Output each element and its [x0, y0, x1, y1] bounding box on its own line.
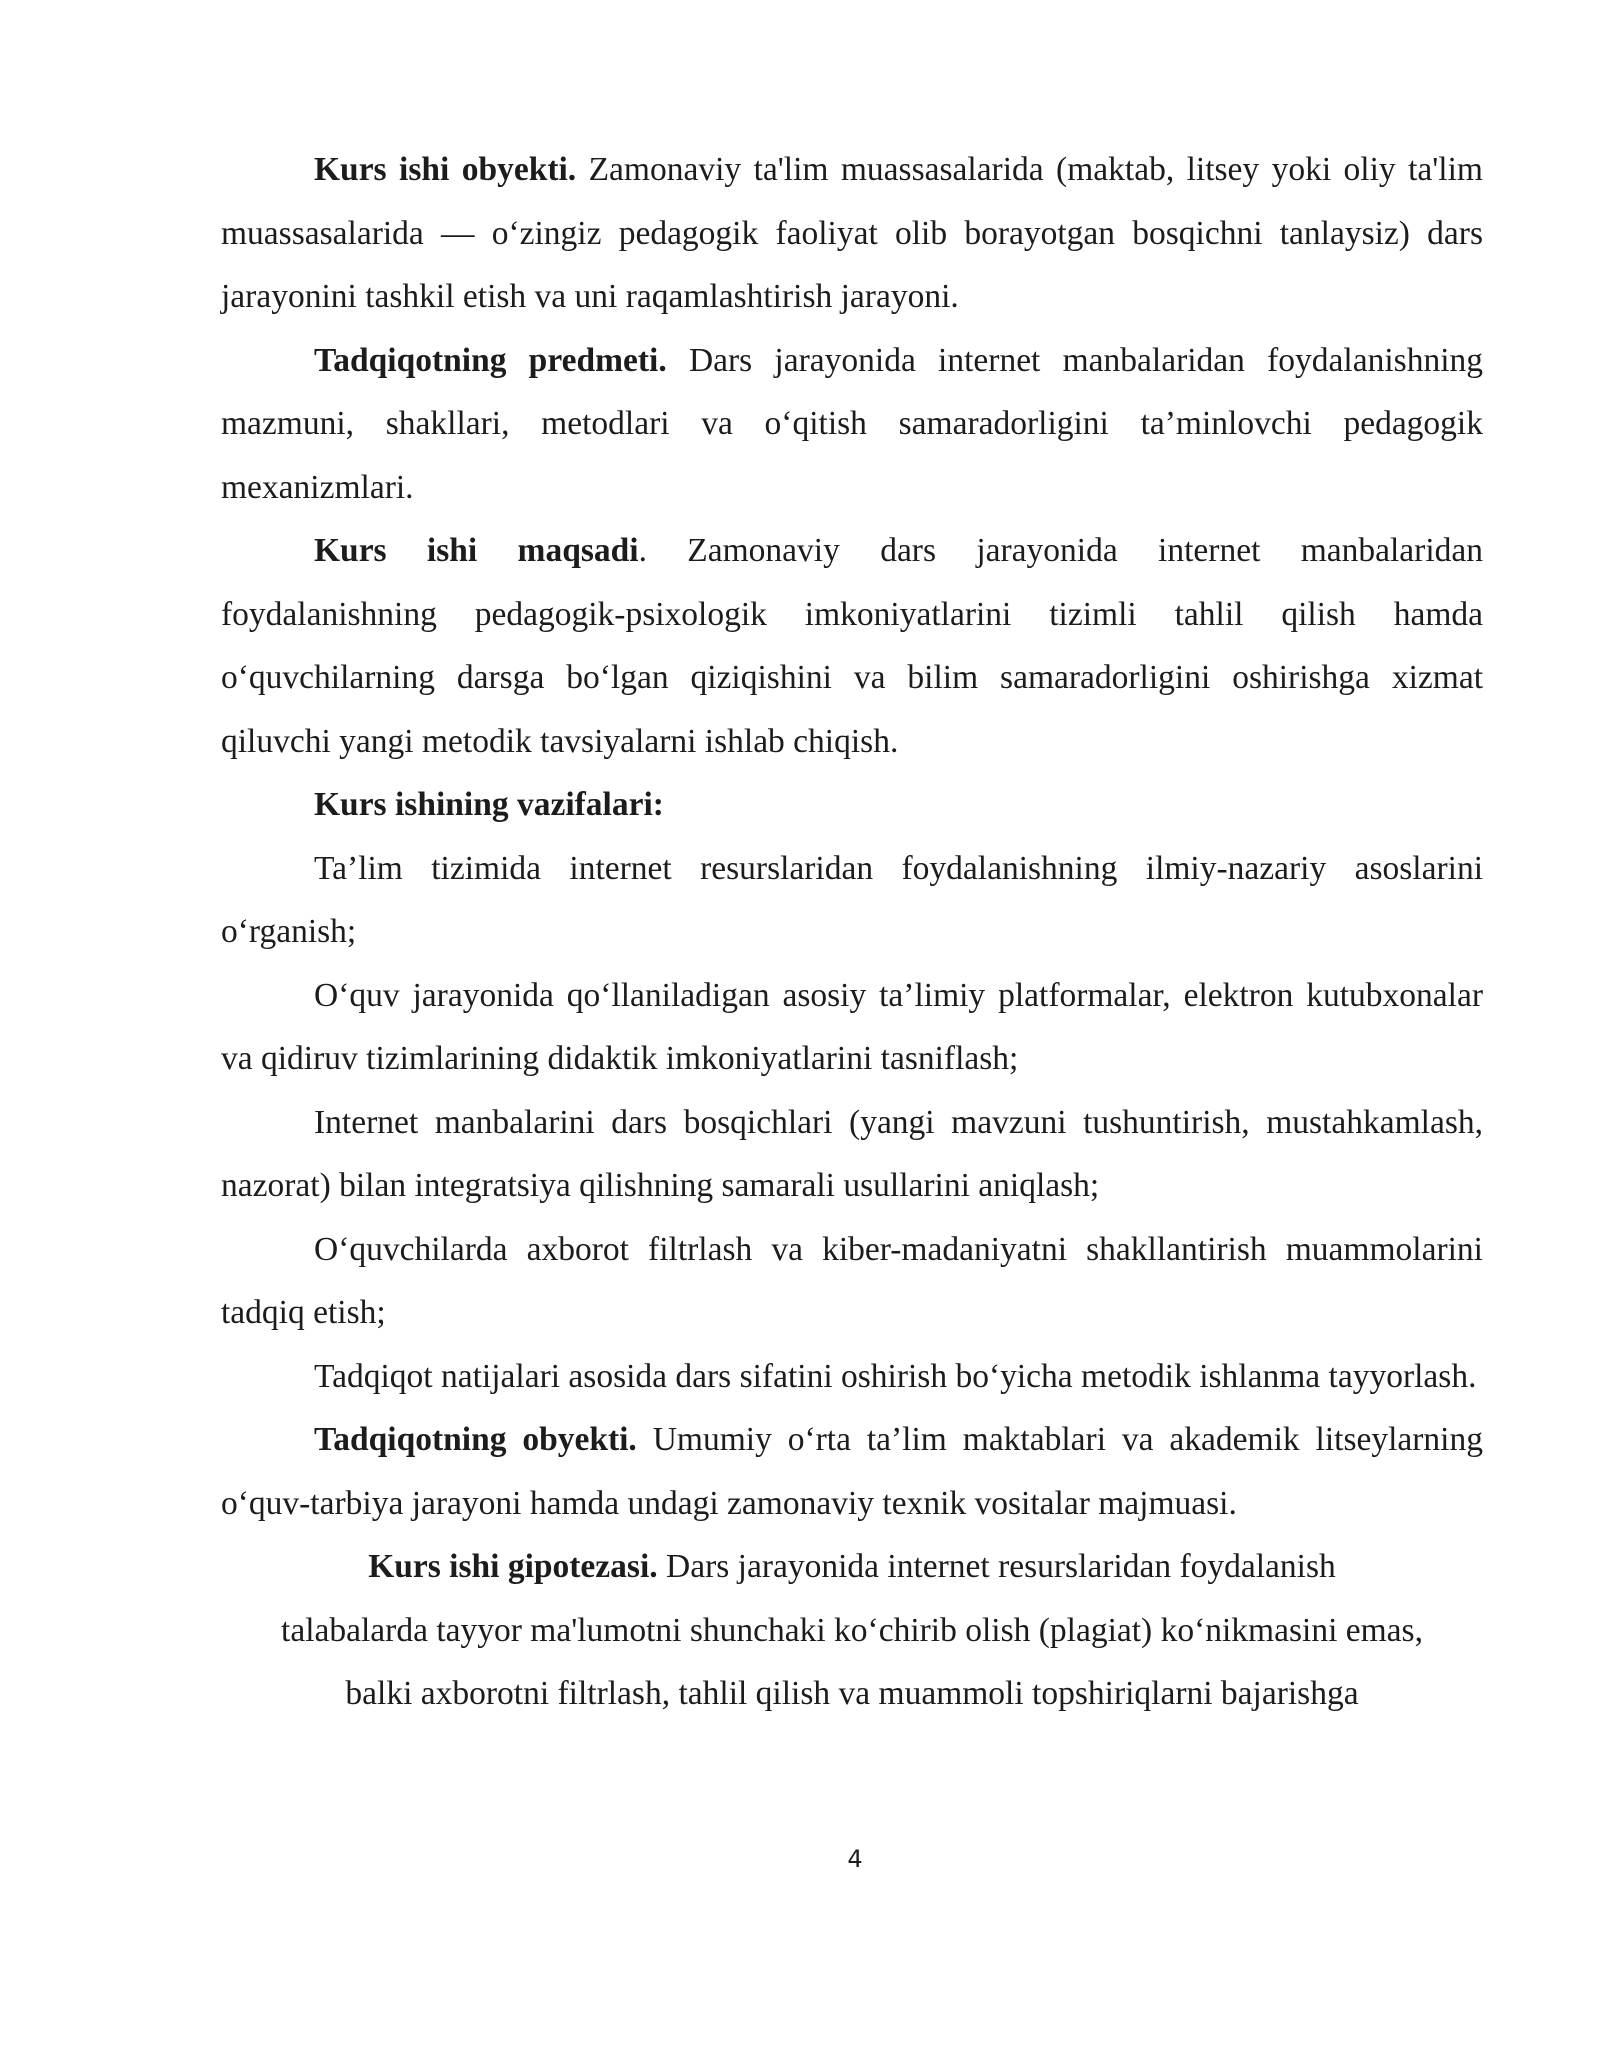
task-item: Tadqiqot natijalari asosida dars sifatini oshirish bo‘yicha metodik ishlanma tayyorlash.	[314, 1357, 1477, 1395]
paragraph-text: Umumiy o‘rta ta’lim maktablari va akademik litseylarning o‘quv-tarbiya jarayoni hamda undagi zamonaviy texnik vositalar majmuasi.	[221, 1421, 1483, 1522]
paragraph-label: Tadqiqotning predmeti.	[314, 341, 667, 379]
paragraph-label: Kurs ishining vazifalari:	[314, 786, 664, 823]
paragraph-hypothesis-line-1	[221, 1535, 1483, 1599]
task-item: O‘quvchilarda axborot filtrlash va kiber-madaniyatni shakllantirish muammolarini tadqiq etish;	[221, 1230, 1483, 1331]
paragraph-label: Tadqiqotning obyekti.	[314, 1421, 637, 1458]
paragraph-course-goal	[221, 519, 1483, 773]
task-item: Internet manbalarini dars bosqichlari (yangi mavzuni tushuntirish, mustahkamlash, nazorat) bilan integratsiya qilishning samarali usullarini aniqlash;	[221, 1103, 1483, 1204]
paragraph-text: Zamonaviy ta'lim muassasalarida (maktab, litsey yoki oliy ta'lim muassasalarida — o‘zingiz pedagogik faoliyat olib borayotgan bosqichni tanlaysiz) dars jarayonini tashkil etish va uni raqamlashtirish jarayoni.	[221, 151, 1483, 315]
paragraph-course-tasks-heading	[221, 773, 1483, 837]
paragraph-label: Kurs ishi maqsadi	[314, 532, 639, 569]
paragraph-research-object	[221, 1408, 1483, 1535]
paragraph-label: Kurs ishi obyekti.	[314, 151, 577, 188]
task-item: Ta’lim tizimida internet resurslaridan foydalanishning ilmiy-nazariy asoslarini o‘rganish;	[221, 849, 1483, 950]
document-page	[221, 138, 1483, 1726]
paragraph-text: Dars jarayonida internet resurslaridan foydalanish	[657, 1548, 1336, 1585]
paragraph-text: Dars jarayonida internet manbalaridan foydalanishning mazmuni, shakllari, metodlari va o‘qitish samaradorligini ta’minlovchi pedagogik mexanizmlari.	[221, 341, 1484, 506]
paragraph-label: Kurs ishi gipotezasi.	[368, 1548, 658, 1585]
paragraph-text: . Zamonaviy dars jarayonida internet manbalaridan foydalanishning pedagogik-psixologik imkoniyatlarini tizimli tahlil qilish hamda o‘quvchilarning darsga bo‘lgan qiziqishini va bilim samaradorligini oshirishga xizmat qiluvchi yangi metodik tavsiyalarni ishlab chiqish.	[221, 532, 1484, 760]
paragraph-hypothesis-line-2: talabalarda tayyor ma'lumotni shunchaki ko‘chirib olish (plagiat) ko‘nikmasini emas,	[281, 1611, 1423, 1649]
task-item: O‘quv jarayonida qo‘llaniladigan asosiy ta’limiy platformalar, elektron kutubxonalar va qidiruv tizimlarining didaktik imkoniyatlarini tasniflash;	[221, 976, 1483, 1077]
paragraph-research-subject	[221, 329, 1483, 520]
paragraph-hypothesis-line-3: balki axborotni filtrlash, tahlil qilish va muammoli topshiriqlarni bajarishga	[345, 1675, 1359, 1712]
page-number: 4	[847, 1845, 863, 1873]
paragraph-course-object	[221, 138, 1483, 329]
